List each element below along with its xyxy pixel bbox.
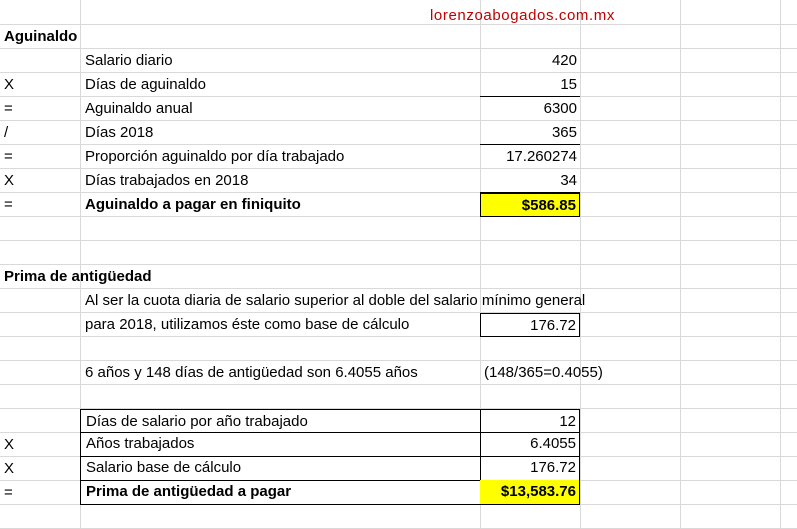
aguinaldo-pagar-label[interactable]: Aguinaldo a pagar en finiquito bbox=[85, 196, 301, 213]
dias-2018-value[interactable]: 365 bbox=[480, 121, 580, 145]
operator-cell: = bbox=[4, 148, 13, 165]
salario-diario-value[interactable]: 420 bbox=[551, 52, 577, 69]
dias-trabajados-label[interactable]: Días trabajados en 2018 bbox=[85, 172, 249, 189]
dias-aguinaldo-label[interactable]: Días de aguinaldo bbox=[85, 76, 206, 93]
anos-trabajados-value[interactable]: 6.4055 bbox=[480, 432, 580, 457]
prima-note-line2[interactable]: para 2018, utilizamos éste como base de cálculo bbox=[85, 316, 410, 333]
dias-salario-value[interactable]: 12 bbox=[480, 409, 580, 433]
anos-trabajados-label[interactable]: Años trabajados bbox=[80, 432, 481, 457]
salario-base-label[interactable]: Salario base de cálculo bbox=[80, 456, 481, 481]
aguinaldo-pagar-value[interactable]: $586.85 bbox=[480, 193, 580, 217]
dias-trabajados-value[interactable]: 34 bbox=[480, 169, 580, 193]
row-gridline bbox=[0, 240, 797, 241]
dias-2018-label[interactable]: Días 2018 bbox=[85, 124, 154, 141]
prima-base-value[interactable]: 176.72 bbox=[480, 313, 580, 337]
operator-cell: X bbox=[4, 436, 15, 453]
proporcion-value[interactable]: 17.260274 bbox=[506, 148, 577, 165]
prima-note-line1[interactable]: Al ser la cuota diaria de salario superior al doble del salario mínimo general bbox=[85, 292, 586, 309]
prima-pagar-value[interactable]: $13,583.76 bbox=[480, 480, 580, 505]
operator-cell: = bbox=[4, 100, 13, 117]
years-text[interactable]: 6 años y 148 días de antigüedad son 6.4055 años bbox=[85, 364, 418, 381]
aguinaldo-anual-label[interactable]: Aguinaldo anual bbox=[85, 100, 193, 117]
aguinaldo-title: Aguinaldo bbox=[4, 28, 78, 45]
operator-cell: = bbox=[4, 484, 13, 501]
site-link[interactable]: lorenzoabogados.com.mx bbox=[430, 7, 615, 24]
prima-title: Prima de antigüedad bbox=[4, 268, 152, 285]
operator-cell: = bbox=[4, 196, 13, 213]
proporcion-label[interactable]: Proporción aguinaldo por día trabajado bbox=[85, 148, 345, 165]
operator-cell: X bbox=[4, 172, 15, 189]
operator-cell: X bbox=[4, 76, 15, 93]
years-formula[interactable]: (148/365=0.4055) bbox=[484, 364, 603, 381]
dias-salario-label[interactable]: Días de salario por año trabajado bbox=[80, 409, 481, 433]
operator-cell: / bbox=[4, 124, 9, 141]
aguinaldo-anual-value[interactable]: 6300 bbox=[543, 100, 577, 117]
operator-cell bbox=[4, 49, 80, 73]
operator-cell: X bbox=[4, 460, 15, 477]
salario-diario-label[interactable]: Salario diario bbox=[85, 52, 173, 69]
salario-base-value[interactable]: 176.72 bbox=[480, 456, 580, 481]
operator-cell bbox=[4, 409, 80, 433]
dias-aguinaldo-value[interactable]: 15 bbox=[480, 73, 580, 97]
prima-pagar-label[interactable]: Prima de antigüedad a pagar bbox=[80, 480, 481, 505]
